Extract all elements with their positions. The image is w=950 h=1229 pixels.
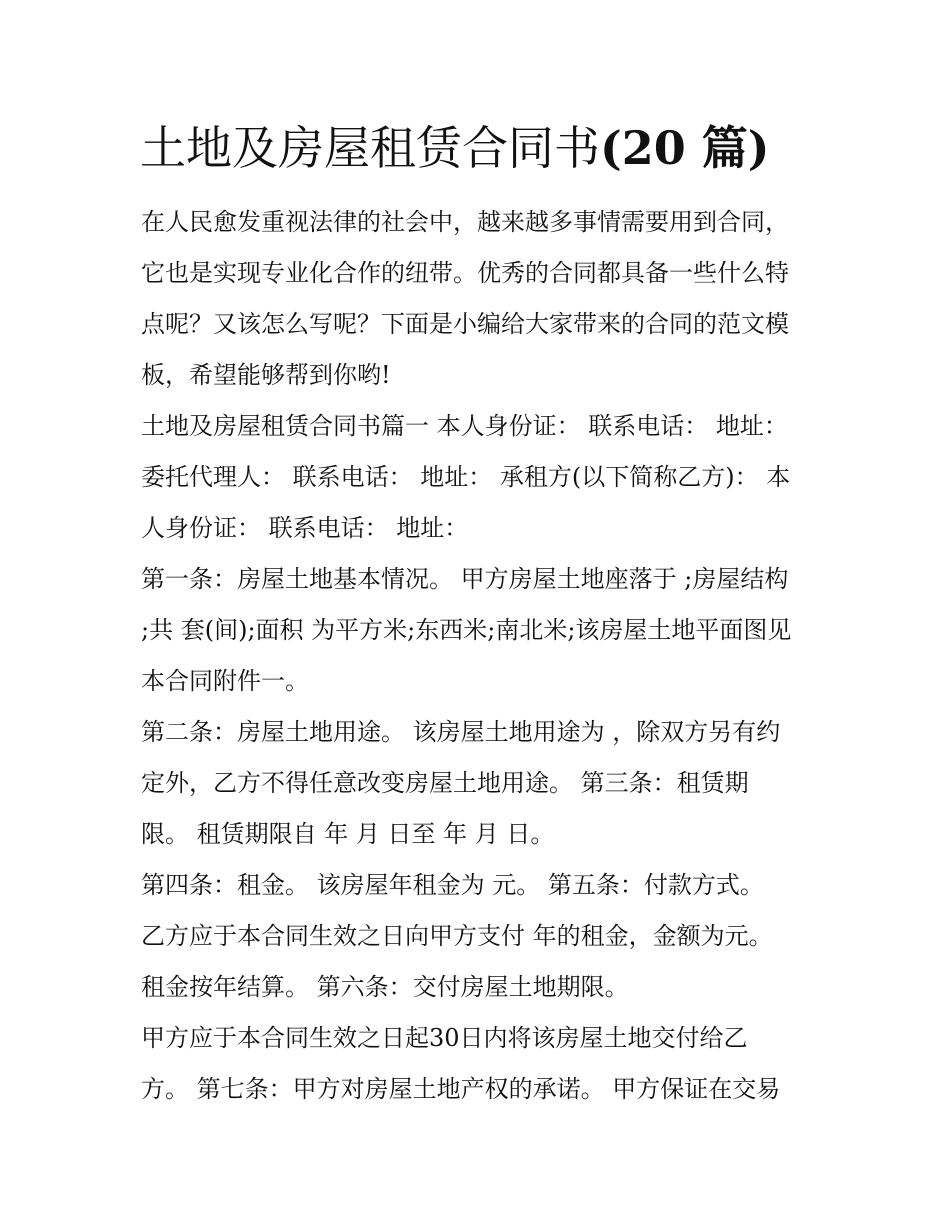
body-line: 人身份证： 联系电话： 地址： (141, 514, 469, 542)
document-title-main: 土地及房屋租赁合同书 (140, 121, 600, 175)
document-body (141, 197, 821, 1115)
body-line: 甲方应于本合同生效之日起30日内将该房屋土地交付给乙 (141, 1024, 748, 1052)
body-line: 本合同附件一。 (141, 667, 309, 695)
body-line: 第一条：房屋土地基本情况。 甲方房屋土地座落于 ;房屋结构 (141, 565, 789, 593)
body-line: 方。 第七条：甲方对房屋土地产权的承诺。 甲方保证在交易 (141, 1075, 781, 1103)
body-line: ;共 套(间);面积 为平方米;东西米;南北米;该房屋土地平面图见 (141, 616, 792, 644)
body-line: 土地及房屋租赁合同书篇一 本人身份证： 联系电话： 地址： (141, 412, 788, 440)
body-line: 板，希望能够帮到你哟! (141, 361, 391, 389)
body-line: 乙方应于本合同生效之日向甲方支付 年的租金，金额为元。 (141, 922, 773, 950)
body-line: 委托代理人： 联系电话： 地址： 承租方(以下简称乙方)： 本 (141, 463, 791, 491)
document-title (140, 118, 770, 178)
body-line: 定外，乙方不得任意改变房屋土地用途。 第三条：租赁期 (141, 769, 749, 797)
document-title-count: (20 篇) (600, 121, 770, 175)
body-line: 第二条：房屋土地用途。 该房屋土地用途为 ，除双方另有约 (141, 718, 781, 746)
body-line: 它也是实现专业化合作的纽带。优秀的合同都具备一些什么特 (141, 259, 789, 287)
body-line: 限。 租赁期限自 年 月 日至 年 月 日。 (141, 820, 555, 848)
body-line: 在人民愈发重视法律的社会中，越来越多事情需要用到合同， (141, 208, 789, 236)
body-line: 第四条：租金。 该房屋年租金为 元。 第五条：付款方式。 (141, 871, 764, 899)
body-line: 点呢？又该怎么写呢？下面是小编给大家带来的合同的范文模 (141, 310, 789, 338)
body-line: 租金按年结算。 第六条：交付房屋土地期限。 (141, 973, 629, 1001)
